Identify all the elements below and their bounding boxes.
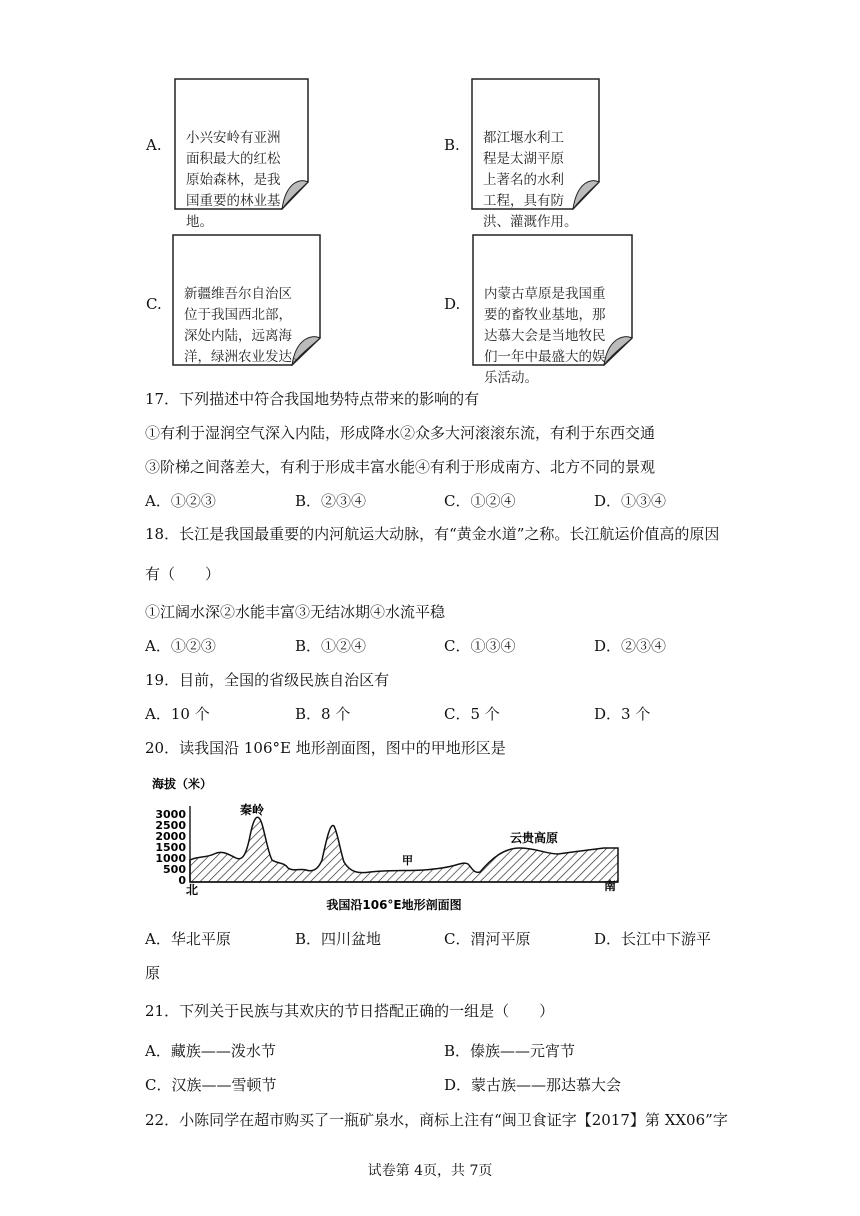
y-tick: 3000 (155, 808, 186, 821)
y-axis-title: 海拔（米） (152, 777, 213, 791)
y-tick: 1500 (155, 841, 186, 854)
q21-option-c: C．汉族——雪顿节 (145, 1076, 277, 1094)
terrain-profile-figure (148, 772, 628, 917)
q17-option-b: B．②③④ (295, 492, 367, 510)
question-21-stem: 21．下列关于民族与其欢庆的节日搭配正确的一组是（ ） (145, 1002, 555, 1020)
y-tick: 1000 (155, 852, 186, 865)
q20-option-b: B．四川盆地 (295, 930, 382, 948)
option-letter: A. (146, 136, 162, 154)
note-text: 新疆维吾尔自治区 位于我国西北部， 深处内陆，远离海 洋，绿洲农业发达。 (184, 286, 306, 365)
note-card (174, 78, 310, 230)
q19-option-b: B．8 个 (295, 705, 351, 723)
note-text: 小兴安岭有亚洲 面积最大的红松 原始森林，是我 国重要的林业基 地。 (186, 130, 281, 230)
figure-caption: 我国沿106°E地形剖面图 (326, 898, 462, 912)
y-tick: 2500 (155, 819, 186, 832)
question-20-stem: 20．读我国沿 106°E 地形剖面图，图中的甲地形区是 (145, 739, 506, 757)
y-tick: 0 (178, 874, 186, 887)
note-text: 内蒙古草原是我国重 要的畜牧业基地，那 达慕大会是当地牧民 们一年中最盛大的娱 乐活动。 (484, 286, 606, 386)
q18-option-c: C．①③④ (444, 637, 516, 655)
question-19-stem: 19．目前，全国的省级民族自治区有 (145, 671, 390, 689)
q19-option-d: D．3 个 (594, 705, 651, 723)
question-18-statement: ①江阔水深②水能丰富③无结冰期④水流平稳 (145, 603, 446, 621)
q20-option-c: C．渭河平原 (444, 930, 531, 948)
label-south: 南 (604, 879, 617, 893)
option-letter: C. (146, 295, 162, 313)
label-jia: 甲 (402, 854, 413, 867)
q19-option-a: A．10 个 (145, 705, 210, 723)
q20-option-a: A．华北平原 (145, 930, 231, 948)
question-18-stem-cont: 有（ ） (145, 565, 221, 583)
label-yungui: 云贵高原 (510, 831, 559, 845)
terrain-profile-svg (148, 772, 628, 917)
note-card (471, 78, 601, 230)
page-footer: 试卷第 4页，共 7页 (367, 1163, 493, 1179)
label-north: 北 (186, 883, 199, 897)
q21-option-a: A．藏族——泼水节 (145, 1042, 276, 1060)
note-text: 都江堰水利工 程是太湖平原 上著名的水利 工程，具有防 洪、灌溉作用。 (483, 130, 578, 230)
note-card (172, 234, 322, 366)
q18-option-d: D．②③④ (594, 637, 667, 655)
q21-option-d: D．蒙古族——那达慕大会 (444, 1076, 622, 1094)
q17-option-d: D．①③④ (594, 492, 667, 510)
question-18-stem: 18．长江是我国最重要的内河航运大动脉，有“黄金水道”之称。长江航运价值高的原因 (145, 525, 720, 543)
option-letter: B. (444, 136, 460, 154)
question-17-stem: 17．下列描述中符合我国地势特点带来的影响的有 (145, 390, 480, 408)
question-22-stem: 22．小陈同学在超市购买了一瓶矿泉水，商标上注有“闽卫食证字【2017】第 XX06”字 (145, 1111, 728, 1129)
y-tick: 500 (163, 863, 186, 876)
question-17-statement-1: ①有利于湿润空气深入内陆，形成降水②众多大河滚滚东流，有利于东西交通 (145, 424, 656, 442)
y-tick: 2000 (155, 830, 186, 843)
option-letter: D. (444, 295, 461, 313)
q20-option-d: D．长江中下游平 (594, 930, 712, 948)
q18-option-b: B．①②④ (295, 637, 367, 655)
q17-option-c: C．①②④ (444, 492, 516, 510)
q19-option-c: C．5 个 (444, 705, 500, 723)
q18-option-a: A．①②③ (145, 637, 216, 655)
question-17-statement-2: ③阶梯之间落差大，有利于形成丰富水能④有利于形成南方、北方不同的景观 (145, 458, 656, 476)
note-card (472, 234, 634, 386)
terrain-profile (190, 817, 618, 882)
q20-option-d-wrap: 原 (145, 964, 161, 982)
label-qinling: 秦岭 (240, 803, 265, 817)
q21-option-b: B．傣族——元宵节 (444, 1042, 576, 1060)
q17-option-a: A．①②③ (145, 492, 216, 510)
